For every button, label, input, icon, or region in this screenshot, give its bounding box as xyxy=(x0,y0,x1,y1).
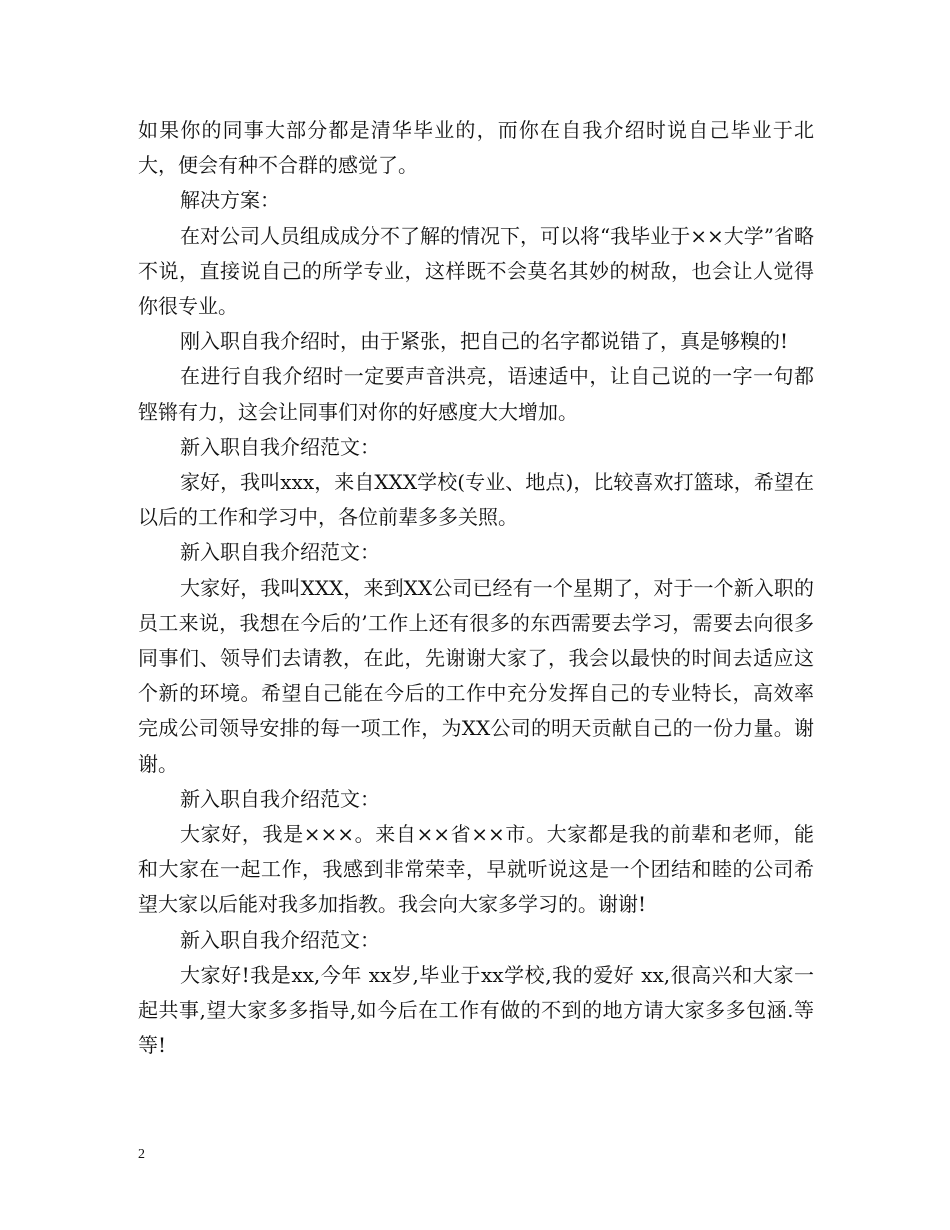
paragraph: 如果你的同事大部分都是清华毕业的，而你在自我介绍时说自己毕业于北大，便会有种不合群的感觉了。 xyxy=(138,118,814,178)
paragraph-heading: 新入职自我介绍范文： xyxy=(180,927,380,952)
paragraph-heading: 解决方案： xyxy=(180,188,280,213)
paragraph: 在进行自我介绍时一定要声音洪亮，语速适中，让自己说的一字一句都铿锵有力，这会让同事们对你的好感度大大增加。 xyxy=(138,364,814,424)
paragraph: 大家好!我是xx,今年 xx岁,毕业于xx学校,我的爱好 xx,很高兴和大家一起共事,望大家多多指导,如今后在工作有做的不到的地方请大家多多包涵.等等! xyxy=(138,962,814,1058)
paragraph: 在对公司人员组成成分不了解的情况下，可以将“我毕业于××大学”省略不说，直接说自己的所学专业，这样既不会莫名其妙的树敌，也会让人觉得你很专业。 xyxy=(138,223,814,319)
paragraph-heading: 新入职自我介绍范文： xyxy=(180,540,380,565)
paragraph: 家好，我叫xxx，来自XXX学校(专业、地点)，比较喜欢打篮球，希望在以后的工作和学习中，各位前辈多多关照。 xyxy=(138,470,814,530)
page-number: 2 xyxy=(138,1147,145,1162)
paragraph: 大家好，我叫XXX，来到XX公司已经有一个星期了，对于一个新入职的员工来说，我想在今后的’工作上还有很多的东西需要去学习，需要去向很多同事们、领导们去请教，在此，先谢谢大家了，我会以最快的时间去适应这个新的环境。希望自己能在今后的工作中充分发挥自己的专业特长，高效率完成公司领导安排的每一项工作，为XX公司的明天贡献自己的一份力量。谢谢。 xyxy=(138,575,814,776)
paragraph: 刚入职自我介绍时，由于紧张，把自己的名字都说错了，真是够糗的! xyxy=(180,329,789,354)
document-body xyxy=(138,113,814,1063)
paragraph-heading: 新入职自我介绍范文： xyxy=(180,434,380,459)
paragraph: 大家好，我是×××。来自××省××市。大家都是我的前辈和老师，能和大家在一起工作，我感到非常荣幸，早就听说这是一个团结和睦的公司希望大家以后能对我多加指教。我会向大家多学习的。谢谢! xyxy=(138,822,814,917)
paragraph-heading: 新入职自我介绍范文： xyxy=(180,786,380,811)
